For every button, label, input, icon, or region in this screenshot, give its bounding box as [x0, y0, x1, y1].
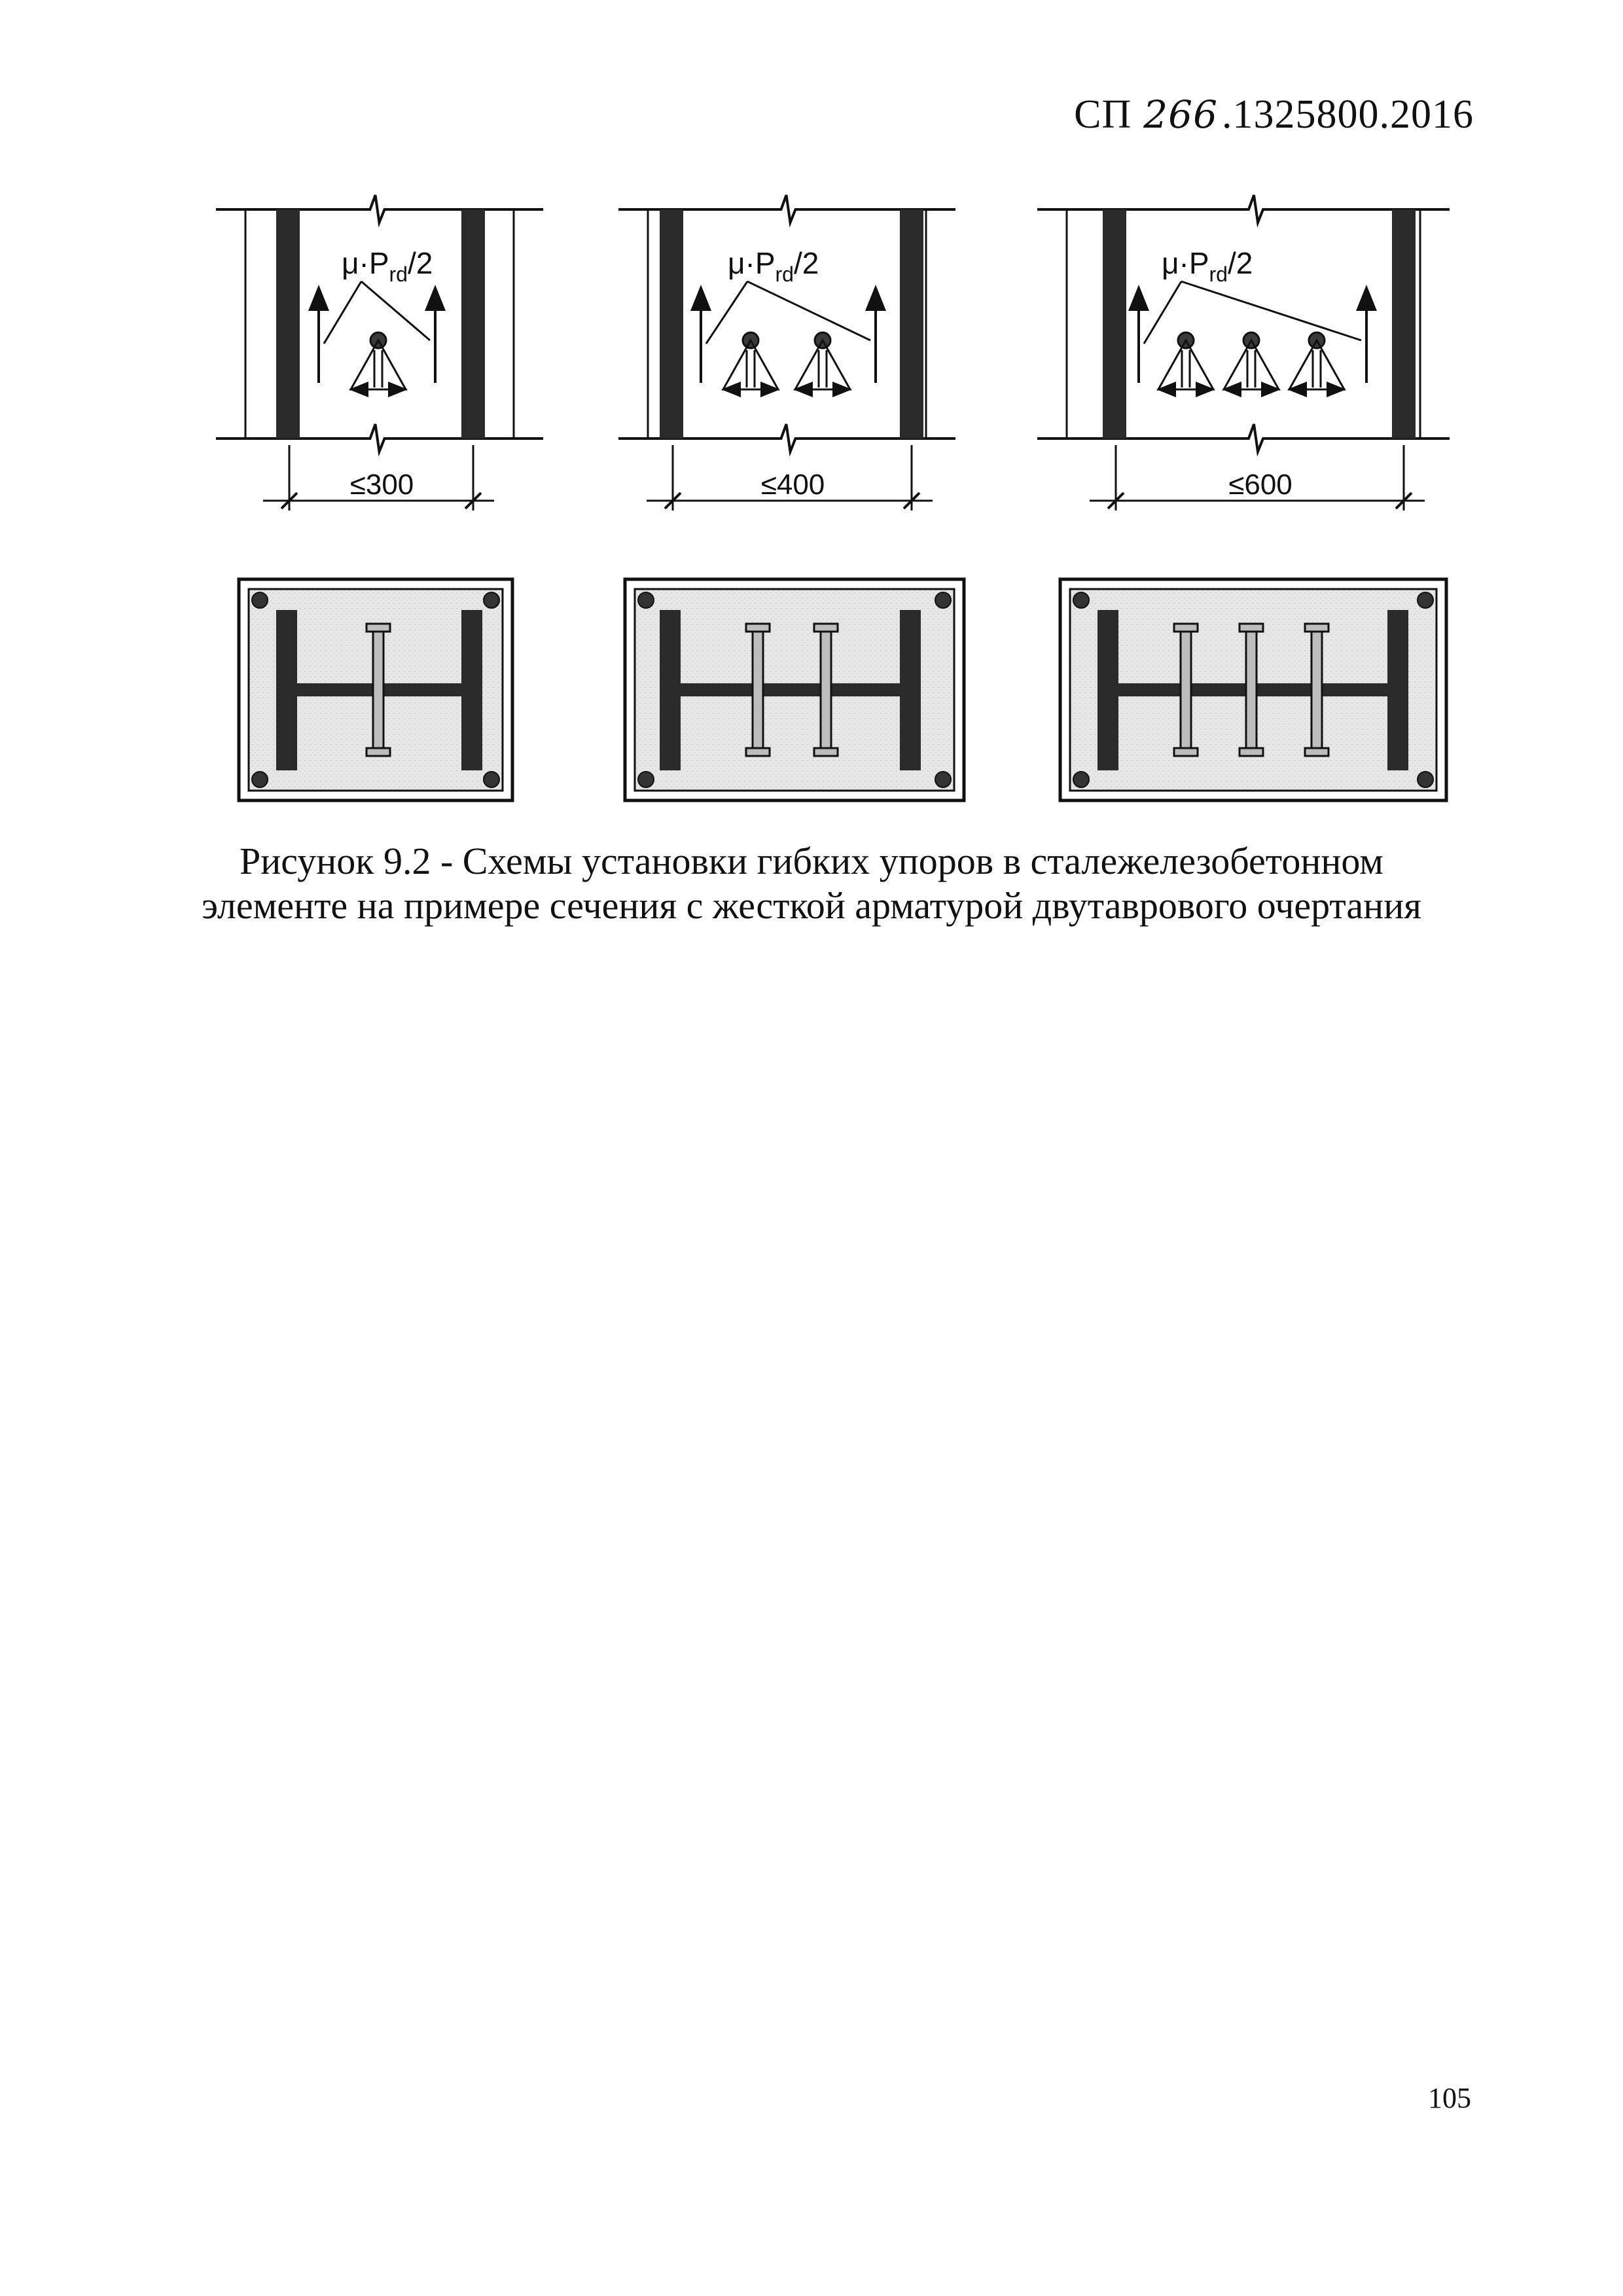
- cross-section-view: [239, 579, 512, 800]
- corner-rebar: [1073, 592, 1089, 608]
- corner-rebar: [935, 592, 951, 608]
- stud-bottom-head: [1240, 748, 1263, 756]
- stud-top-head: [1240, 624, 1263, 632]
- stud-symbol: [1224, 332, 1279, 389]
- dimension-label: ≤300: [349, 469, 414, 501]
- leader-line-right: [747, 281, 870, 340]
- stud-shank: [753, 628, 763, 751]
- leader-line-right: [361, 281, 430, 340]
- stud-top-head: [814, 624, 838, 632]
- beam-flange-left: [660, 610, 681, 770]
- stud-top-head: [366, 624, 390, 632]
- corner-rebar: [638, 592, 654, 608]
- force-label-tail: /2: [407, 246, 433, 280]
- handwritten-number: 266: [1143, 92, 1218, 137]
- beam-flange-left: [1097, 610, 1118, 770]
- stud-shank: [1311, 628, 1322, 751]
- bottom-break-line: [216, 424, 543, 452]
- diagram-3: [1037, 195, 1450, 800]
- force-label: [342, 246, 433, 286]
- right-flange: [461, 209, 485, 439]
- stud-symbol: [1158, 332, 1213, 389]
- corner-rebar: [638, 772, 654, 787]
- stud-shank: [821, 628, 831, 751]
- left-flange: [660, 209, 683, 439]
- dimension-label: ≤600: [1228, 469, 1293, 501]
- dimension-label: ≤400: [760, 469, 825, 501]
- diagram-2: [618, 195, 964, 800]
- force-label-tail: /2: [1227, 246, 1253, 280]
- corner-rebar: [1418, 772, 1433, 787]
- corner-rebar: [252, 772, 268, 787]
- corner-rebar: [1073, 772, 1089, 787]
- right-flange: [900, 209, 923, 439]
- elevation-view: [618, 195, 955, 511]
- left-flange: [276, 209, 300, 439]
- corner-rebar: [252, 592, 268, 608]
- diagram-1: [216, 195, 543, 800]
- stud-bottom-head: [1305, 748, 1329, 756]
- beam-flange-right: [1387, 610, 1408, 770]
- stud-symbol: [723, 332, 778, 389]
- caption-line-2: элементе на примере сечения с жесткой арматурой двутаврового очертания: [202, 884, 1421, 927]
- leader-line-left: [1144, 281, 1181, 344]
- bottom-break-line: [1037, 424, 1450, 452]
- force-label-main: μ·P: [342, 246, 389, 280]
- corner-rebar: [935, 772, 951, 787]
- stud-bottom-head: [746, 748, 770, 756]
- figure-9-2: [0, 0, 1623, 851]
- stud-bottom-head: [1174, 748, 1198, 756]
- force-label: [728, 246, 819, 286]
- page-number: 105: [1428, 2082, 1471, 2114]
- beam-flange-right: [900, 610, 921, 770]
- stud-top-head: [746, 624, 770, 632]
- right-flange: [1392, 209, 1416, 439]
- force-label-tail: /2: [793, 246, 819, 280]
- stud-symbol: [351, 332, 406, 389]
- stud-shank: [373, 628, 383, 751]
- leader-line-left: [324, 281, 361, 344]
- corner-rebar: [1418, 592, 1433, 608]
- stud-top-head: [1174, 624, 1198, 632]
- elevation-view: [1037, 195, 1450, 511]
- leader-line-left: [706, 281, 747, 344]
- stud-symbol: [795, 332, 850, 389]
- top-break-line: [1037, 195, 1450, 223]
- beam-flange-left: [276, 610, 297, 770]
- beam-flange-right: [461, 610, 482, 770]
- stud-bottom-head: [366, 748, 390, 756]
- stud-symbol: [1289, 332, 1344, 389]
- cross-section-view: [1060, 579, 1446, 800]
- document-code-prefix: СП: [1074, 92, 1132, 137]
- diagrams-layer: [216, 195, 1450, 800]
- force-label-main: μ·P: [728, 246, 776, 280]
- corner-rebar: [484, 592, 499, 608]
- top-break-line: [216, 195, 543, 223]
- corner-rebar: [484, 772, 499, 787]
- caption-line-1: Рисунок 9.2 - Схемы установки гибких упоров в сталежелезобетонном: [239, 840, 1383, 882]
- force-label-subscript: rd: [1209, 262, 1228, 286]
- elevation-view: [216, 195, 543, 511]
- force-label-subscript: rd: [389, 262, 408, 286]
- cross-section-view: [625, 579, 964, 800]
- force-label-subscript: rd: [775, 262, 794, 286]
- left-flange: [1103, 209, 1126, 439]
- beam-web: [681, 683, 900, 696]
- document-code-suffix: .1325800.2016: [1222, 92, 1474, 137]
- leader-line-right: [1181, 281, 1361, 340]
- stud-shank: [1181, 628, 1191, 751]
- figure-caption: [157, 839, 1466, 928]
- force-label: [1162, 246, 1253, 286]
- stud-bottom-head: [814, 748, 838, 756]
- stud-top-head: [1305, 624, 1329, 632]
- stud-shank: [1246, 628, 1257, 751]
- force-label-main: μ·P: [1162, 246, 1209, 280]
